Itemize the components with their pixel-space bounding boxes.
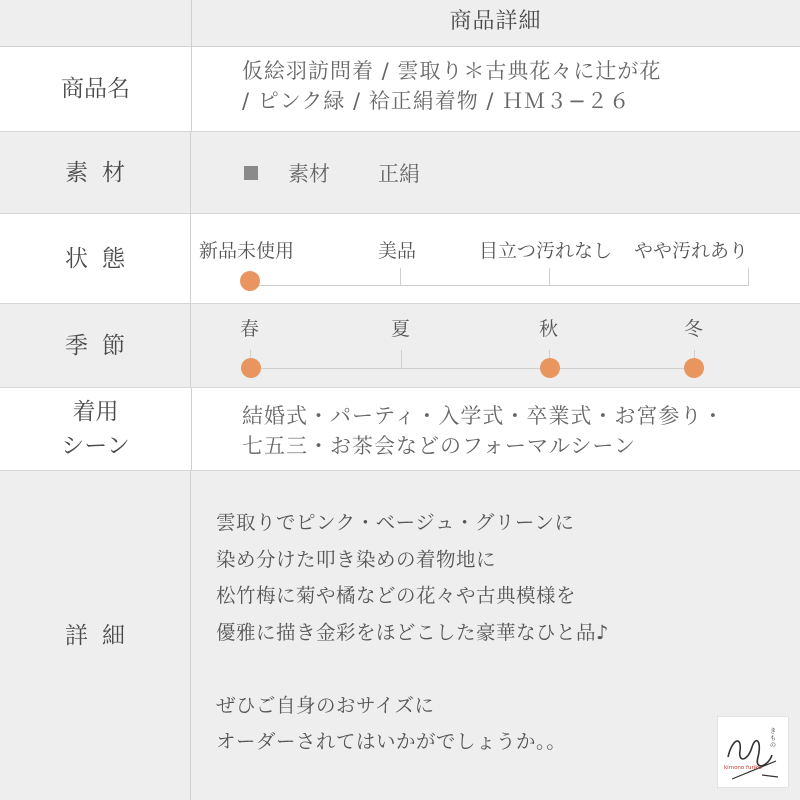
condition-scale [192, 214, 800, 303]
row-material [0, 132, 800, 214]
label-occasion-line2: シーン [61, 433, 130, 459]
detail-value [192, 471, 800, 800]
condition-tick [400, 268, 401, 286]
label-condition: 状態 [0, 214, 191, 303]
detail-line: 染め分けた叩き染めの着物地に [216, 547, 497, 571]
detail-line [216, 651, 609, 688]
product-name-line2: / ピンク緑 / 袷正絹着物 / ＨＭ３−２６ [242, 89, 631, 113]
material-value-text: 正絹 [378, 161, 420, 186]
season-tick [401, 350, 402, 368]
row-occasion [0, 388, 800, 471]
row-condition [0, 214, 800, 304]
season-option: 冬 [684, 318, 704, 340]
material-key: 素材 [288, 161, 330, 186]
season-option: 秋 [539, 318, 559, 340]
row-detail [0, 471, 800, 800]
detail-line: 雲取りでピンク・ベージュ・グリーンに [216, 511, 575, 534]
brand-logo [717, 716, 789, 788]
header-left-cell [0, 0, 192, 46]
season-selected-dot [684, 358, 704, 378]
condition-option: やや汚れあり [634, 240, 749, 262]
detail-line: 松竹梅に菊や橘などの花々や古典模様を [216, 584, 577, 607]
row-season [0, 304, 800, 388]
label-occasion [0, 388, 192, 470]
header-bar [0, 0, 800, 47]
condition-selected-dot [240, 271, 260, 291]
label-detail: 詳細 [0, 471, 191, 800]
season-selected-dot [540, 358, 560, 378]
condition-option: 新品未使用 [199, 240, 295, 262]
product-name-value [192, 47, 800, 131]
condition-tick [549, 268, 550, 286]
season-selected-dot [241, 358, 261, 378]
detail-line: ぜひご自身のおサイズに [216, 693, 435, 717]
condition-tick [748, 268, 749, 286]
brand-logo-kana: も [770, 735, 777, 742]
label-season: 季節 [0, 304, 191, 387]
product-name-line1: 仮絵羽訪問着 / 雲取り＊古典花々に辻が花 [242, 59, 662, 83]
square-bullet-icon [244, 166, 258, 180]
season-scale [192, 304, 800, 387]
season-option: 春 [240, 318, 260, 340]
brand-logo-mark-icon [718, 717, 788, 787]
season-option: 夏 [391, 318, 411, 340]
header-title: 商品詳細 [449, 9, 542, 34]
occasion-value [192, 388, 800, 470]
material-value [192, 132, 800, 213]
label-material: 素材 [0, 132, 191, 213]
detail-line: 優雅に描き金彩をほどこした豪華なひと品♪ [216, 620, 609, 644]
condition-option: 目立つ汚れなし [479, 240, 613, 262]
detail-text [216, 505, 609, 761]
occasion-line2: 七五三・お茶会などのフォーマルシーン [242, 434, 637, 458]
brand-logo-kana: の [770, 742, 777, 749]
occasion-line1: 結婚式・パーティ・入学式・卒業式・お宮参り・ [242, 404, 725, 428]
condition-option: 美品 [378, 240, 417, 262]
label-product-name: 商品名 [0, 47, 192, 131]
label-occasion-line1: 着用 [72, 399, 119, 425]
brand-logo-romaji: kimono furiku [724, 765, 762, 771]
row-product-name [0, 47, 800, 132]
detail-line: オーダーされてはいかがでしょうか。。 [216, 730, 567, 753]
brand-logo-kana: き [770, 728, 777, 735]
season-scale-line [250, 368, 695, 369]
condition-scale-line [250, 285, 748, 286]
